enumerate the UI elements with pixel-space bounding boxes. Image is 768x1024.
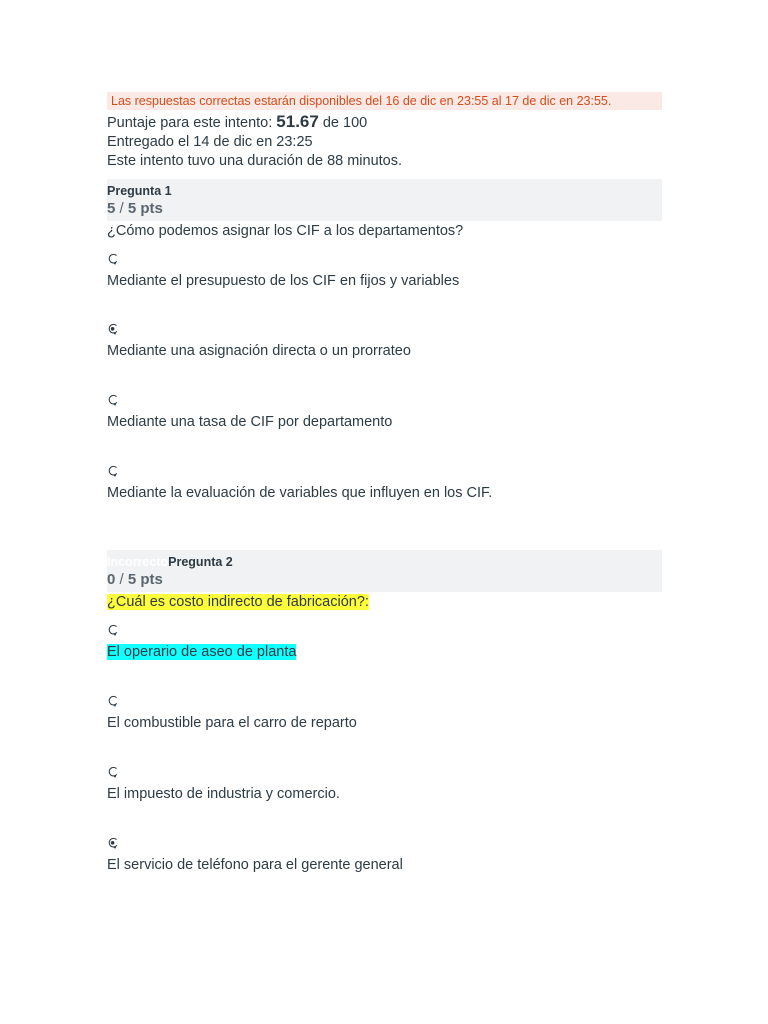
answer-label: Mediante el presupuesto de los CIF en fijos y variables [107,273,460,289]
answer-label: Mediante una tasa de CIF por departamento [107,414,393,430]
question-text [107,593,662,612]
answer-option-selected[interactable] [107,837,662,875]
incorrect-flag: Incorrecto [107,555,169,569]
highlighted-answer: El operario de aseo de planta [107,644,297,660]
answer-label: Mediante la evaluación de variables que influyen en los CIF. [107,485,493,501]
radio-unselected-icon[interactable] [107,766,119,778]
answers-availability-notice: Las respuestas correctas estarán disponibles del 16 de dic en 23:55 al 17 de dic en 23:55. [107,92,662,110]
answer-option[interactable] [107,253,662,291]
answer-label: Mediante una asignación directa o un prorrateo [107,343,411,359]
submitted-date: Entregado el 14 de dic en 23:25 [107,134,313,150]
answer-option[interactable] [107,695,662,733]
radio-unselected-icon[interactable] [107,624,119,636]
answer-option[interactable] [107,624,662,662]
score-prefix: Puntaje para este intento: [107,115,277,131]
answer-label [107,643,662,662]
answer-label: El combustible para el carro de reparto [107,715,357,731]
highlighted-question: ¿Cuál es costo indirecto de fabricación?: [107,594,369,610]
radio-unselected-icon[interactable] [107,253,119,265]
radio-selected-icon[interactable] [107,837,119,849]
radio-selected-icon[interactable] [107,323,119,335]
answer-option[interactable] [107,766,662,804]
answer-option[interactable] [107,465,662,503]
question-points: 0 / 5 pts [107,571,163,588]
question-title: Pregunta 1 [107,184,172,198]
question-1 [107,179,662,503]
quiz-results [107,92,662,875]
radio-unselected-icon[interactable] [107,394,119,406]
question-text: ¿Cómo podemos asignar los CIF a los departamentos? [107,223,464,239]
question-points: 5 / 5 pts [107,200,163,217]
radio-unselected-icon[interactable] [107,695,119,707]
answer-label: El servicio de teléfono para el gerente general [107,857,403,873]
question-2 [107,550,662,875]
answer-option[interactable] [107,394,662,432]
answer-label: El impuesto de industria y comercio. [107,786,340,802]
answer-option-selected[interactable] [107,323,662,361]
score-line [107,112,662,133]
score-suffix: de 100 [318,115,368,131]
radio-unselected-icon[interactable] [107,465,119,477]
attempt-duration: Este intento tuvo una duración de 88 minutos. [107,153,403,169]
question-header [107,179,662,221]
question-header [107,550,662,592]
score-value: 51.67 [276,112,319,131]
question-title: Pregunta 2 [168,555,233,569]
